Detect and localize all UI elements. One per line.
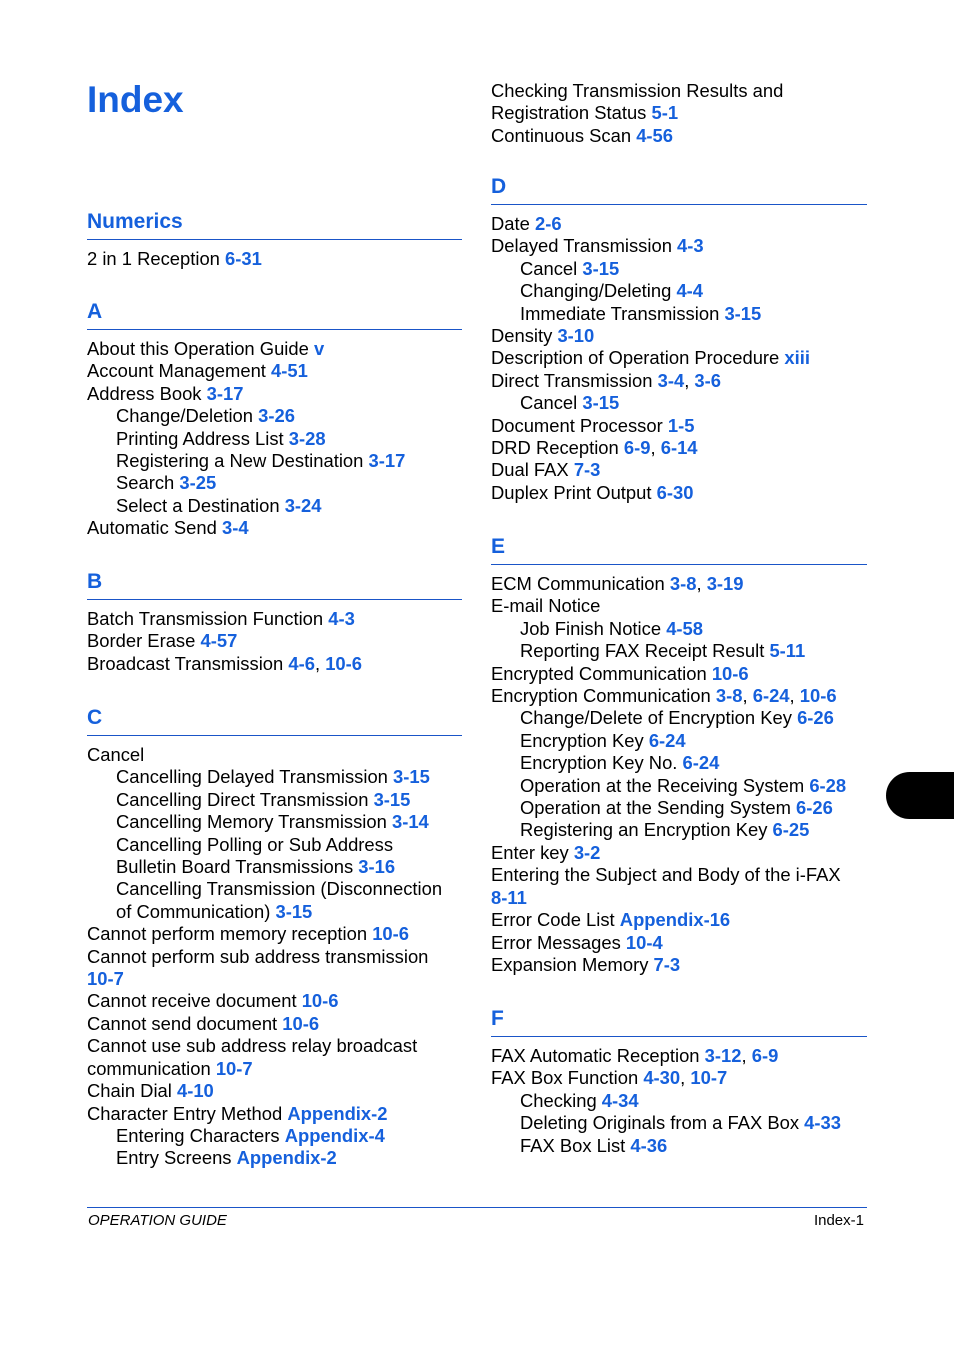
page-reference-link[interactable]: 3-2 bbox=[573, 841, 601, 863]
entry-term: of Communication) bbox=[116, 900, 271, 922]
index-entry bbox=[87, 1058, 462, 1080]
entry-term: Entering the Subject and Body of the i-FAX bbox=[491, 864, 841, 886]
index-subentry bbox=[87, 1125, 462, 1147]
page-reference-link[interactable]: 6-24 bbox=[752, 685, 790, 707]
index-entry bbox=[87, 360, 462, 382]
page-reference-link[interactable]: 3-15 bbox=[724, 302, 762, 324]
page-reference-link[interactable]: Appendix-4 bbox=[284, 1124, 385, 1146]
page-reference-link[interactable]: 3-15 bbox=[582, 257, 620, 279]
page-reference-link[interactable]: Appendix-2 bbox=[236, 1147, 337, 1169]
entry-term: About this Operation Guide bbox=[87, 338, 309, 359]
entry-term: Document Processor bbox=[491, 414, 663, 436]
index-entry bbox=[87, 1035, 462, 1057]
index-subentry bbox=[491, 392, 867, 414]
entry-term: Operation at the Receiving System bbox=[520, 774, 805, 796]
entry-term: Account Management bbox=[87, 360, 266, 382]
index-entry bbox=[87, 1103, 462, 1125]
index-entry: Direct Transmission 3-4, 3-6 bbox=[491, 369, 722, 391]
entry-term: Cancelling Memory Transmission bbox=[116, 811, 387, 833]
page-reference-link[interactable]: 3-17 bbox=[206, 382, 244, 404]
entry-term: Cannot perform sub address transmission bbox=[87, 945, 429, 967]
entry-term: Select a Destination bbox=[116, 494, 280, 516]
entry-term: Cancelling Direct Transmission bbox=[116, 788, 369, 810]
entry-term: Encryption Key No. bbox=[520, 752, 678, 774]
entry-term: Cancel bbox=[520, 257, 578, 279]
entry-term: Registering a New Destination bbox=[116, 450, 364, 472]
page-reference-link[interactable]: xiii bbox=[784, 347, 810, 369]
index-entry bbox=[87, 608, 462, 630]
entry-term: Description of Operation Procedure bbox=[491, 347, 780, 369]
entry-term: Cancelling Delayed Transmission bbox=[116, 766, 388, 788]
section-heading: B bbox=[87, 570, 103, 593]
section-rule bbox=[491, 1036, 867, 1037]
index-entry bbox=[491, 325, 867, 347]
page-reference-link[interactable]: 4-33 bbox=[804, 1112, 841, 1134]
entry-list bbox=[491, 573, 867, 976]
section-heading: A bbox=[87, 300, 103, 323]
index-entry bbox=[491, 102, 867, 124]
page-reference-link[interactable]: 3-25 bbox=[179, 472, 217, 494]
index-subentry bbox=[87, 405, 462, 427]
index-subentry bbox=[87, 789, 462, 811]
page-reference-link[interactable]: 3-17 bbox=[368, 450, 406, 472]
section-rule bbox=[491, 564, 867, 565]
index-subentry bbox=[87, 856, 462, 878]
entry-term: Cannot use sub address relay broadcast bbox=[87, 1035, 418, 1057]
entry-term: Cancel bbox=[87, 744, 145, 765]
page-reference-link[interactable]: 6-9 bbox=[623, 437, 651, 459]
index-subentry bbox=[491, 1090, 867, 1112]
section-heading: C bbox=[87, 706, 103, 729]
index-entry bbox=[491, 932, 867, 954]
page-reference-link[interactable]: Appendix-16 bbox=[619, 909, 731, 931]
footer-rule bbox=[87, 1207, 867, 1208]
index-entry bbox=[491, 415, 867, 437]
index-subentry bbox=[491, 819, 867, 841]
entry-list bbox=[491, 1045, 867, 1157]
page-reference-link[interactable]: 4-56 bbox=[636, 124, 674, 146]
page-reference-link[interactable]: 10-6 bbox=[711, 662, 749, 684]
chapter-tab-marker bbox=[886, 772, 954, 819]
page-reference-link[interactable]: Appendix-2 bbox=[287, 1102, 388, 1124]
page-reference-link[interactable]: 4-3 bbox=[328, 608, 355, 629]
page-reference-link[interactable]: 4-30 bbox=[643, 1067, 681, 1089]
page-reference-link[interactable]: 4-34 bbox=[601, 1089, 639, 1111]
index-entry bbox=[491, 663, 867, 685]
entry-term: Expansion Memory bbox=[491, 953, 649, 975]
page-reference-link[interactable]: 3-14 bbox=[391, 811, 429, 833]
index-subentry bbox=[491, 640, 867, 662]
page-reference-link[interactable]: 3-4 bbox=[221, 517, 249, 539]
index-entry bbox=[87, 946, 462, 968]
index-entry bbox=[491, 459, 867, 481]
page-reference-link[interactable]: 6-31 bbox=[225, 248, 262, 269]
entry-list bbox=[491, 80, 867, 147]
index-subentry bbox=[87, 450, 462, 472]
index-subentry bbox=[491, 775, 867, 797]
index-entry bbox=[87, 1013, 462, 1035]
index-entry bbox=[491, 482, 867, 504]
index-entry bbox=[87, 338, 462, 360]
entry-term: 2 in 1 Reception bbox=[87, 248, 220, 269]
index-entry: Encryption Communication 3-8, 6-24, 10-6 bbox=[491, 685, 837, 707]
page-reference-link[interactable]: 3-15 bbox=[373, 788, 411, 810]
entry-term: Error Messages bbox=[491, 931, 621, 953]
page-reference-link[interactable]: 3-15 bbox=[275, 900, 313, 922]
page-reference-link[interactable]: 10-6 bbox=[325, 652, 363, 674]
index-entry bbox=[491, 864, 867, 886]
entry-term: FAX Automatic Reception bbox=[491, 1045, 700, 1066]
page-reference-link[interactable]: 3-28 bbox=[288, 427, 326, 449]
page-reference-link[interactable]: 1-5 bbox=[667, 414, 695, 436]
footer-page-number: Index-1 bbox=[813, 1212, 864, 1229]
footer-guide-name: OPERATION GUIDE bbox=[88, 1212, 227, 1229]
index-entry bbox=[491, 842, 867, 864]
page-reference-link[interactable]: 6-25 bbox=[772, 819, 810, 841]
index-entry: FAX Automatic Reception 3-12, 6-9 bbox=[491, 1045, 779, 1066]
index-subentry bbox=[87, 766, 462, 788]
entry-term: Registering an Encryption Key bbox=[520, 819, 768, 841]
index-section bbox=[87, 209, 462, 270]
index-entry bbox=[491, 235, 867, 257]
page-reference-link[interactable]: 3-15 bbox=[393, 766, 430, 788]
page-reference-link[interactable]: 4-36 bbox=[630, 1134, 668, 1156]
index-subentry bbox=[87, 901, 462, 923]
page-reference-link[interactable]: 4-3 bbox=[677, 235, 704, 257]
page-reference-link[interactable]: 6-28 bbox=[809, 774, 847, 796]
index-entry bbox=[87, 923, 462, 945]
entry-term: Cannot send document bbox=[87, 1012, 278, 1034]
index-section bbox=[87, 299, 462, 540]
section-heading: F bbox=[491, 1007, 504, 1030]
index-entry bbox=[491, 213, 867, 235]
index-entry bbox=[87, 248, 462, 270]
page-reference-link[interactable]: 8-11 bbox=[491, 886, 527, 908]
page-reference-link[interactable]: 6-30 bbox=[656, 481, 694, 503]
index-entry: DRD Reception 6-9, 6-14 bbox=[491, 437, 698, 459]
page-reference-link[interactable]: 5-11 bbox=[769, 640, 806, 662]
entry-term: Entry Screens bbox=[116, 1147, 232, 1169]
entry-term: Continuous Scan bbox=[491, 124, 632, 146]
page-reference-link[interactable]: 4-10 bbox=[176, 1080, 214, 1102]
entry-term: Broadcast Transmission bbox=[87, 652, 284, 674]
entry-term: Delayed Transmission bbox=[491, 235, 672, 257]
section-rule bbox=[87, 599, 462, 600]
page-reference-link[interactable]: 4-58 bbox=[666, 617, 703, 639]
index-subentry bbox=[491, 730, 867, 752]
section-heading: D bbox=[491, 175, 507, 198]
entry-term: Date bbox=[491, 213, 530, 234]
index-subentry bbox=[491, 1135, 867, 1157]
index-entry: FAX Box Function 4-30, 10-7 bbox=[491, 1067, 728, 1089]
entry-term: Batch Transmission Function bbox=[87, 608, 324, 629]
entry-list bbox=[491, 213, 867, 504]
entry-term: Registration Status bbox=[491, 102, 647, 124]
entry-term: Cannot receive document bbox=[87, 990, 297, 1012]
page-reference-link[interactable]: 3-4 bbox=[657, 369, 685, 391]
entry-term: Entering Characters bbox=[116, 1124, 280, 1146]
entry-list bbox=[87, 744, 462, 1170]
entry-list bbox=[87, 248, 462, 270]
index-entry bbox=[491, 887, 867, 909]
index-subentry bbox=[491, 280, 867, 302]
page-reference-link[interactable]: 10-6 bbox=[282, 1012, 320, 1034]
index-entry bbox=[87, 968, 462, 990]
entry-term: Checking Transmission Results and bbox=[491, 80, 784, 101]
page-reference-link[interactable]: 4-57 bbox=[200, 630, 238, 652]
index-subentry bbox=[491, 752, 867, 774]
index-subentry bbox=[87, 428, 462, 450]
page-reference-link[interactable]: 6-26 bbox=[797, 707, 834, 729]
page-reference-link[interactable]: 4-4 bbox=[676, 280, 704, 302]
index-section bbox=[491, 174, 867, 504]
entry-term: Changing/Deleting bbox=[520, 280, 672, 302]
index-section bbox=[87, 569, 462, 675]
page-reference-link[interactable]: 10-7 bbox=[215, 1057, 253, 1079]
entry-term: Enter key bbox=[491, 841, 569, 863]
index-entry bbox=[491, 954, 867, 976]
index-subentry bbox=[87, 472, 462, 494]
entry-term: Error Code List bbox=[491, 909, 615, 931]
entry-term: E-mail Notice bbox=[491, 595, 601, 617]
entry-term: Encryption Communication bbox=[491, 685, 711, 707]
entry-list bbox=[87, 338, 462, 540]
page-reference-link[interactable]: 4-6 bbox=[288, 652, 315, 674]
index-subentry bbox=[87, 811, 462, 833]
page-reference-link[interactable]: 3-6 bbox=[694, 369, 722, 391]
section-rule bbox=[87, 329, 462, 330]
section-rule bbox=[87, 239, 462, 240]
index-section bbox=[491, 1006, 867, 1157]
entry-term: Encryption Key bbox=[520, 729, 644, 751]
page-reference-link[interactable]: 6-14 bbox=[660, 437, 698, 459]
index-subentry bbox=[491, 618, 867, 640]
index-entry bbox=[491, 125, 867, 147]
page-reference-link[interactable]: 10-6 bbox=[799, 685, 837, 707]
page-reference-link[interactable]: 6-24 bbox=[682, 752, 720, 774]
entry-term: Chain Dial bbox=[87, 1080, 172, 1102]
page-reference-link[interactable]: 6-9 bbox=[751, 1045, 779, 1066]
page-reference-link[interactable]: 6-24 bbox=[648, 729, 686, 751]
page-reference-link[interactable]: 7-3 bbox=[573, 459, 601, 481]
index-entry bbox=[87, 383, 462, 405]
entry-term: Automatic Send bbox=[87, 517, 217, 539]
section-rule bbox=[87, 735, 462, 736]
page-reference-link[interactable]: 3-8 bbox=[669, 573, 697, 594]
entry-term: FAX Box List bbox=[520, 1134, 626, 1156]
page-reference-link[interactable]: 4-51 bbox=[271, 360, 308, 382]
entry-term: Reporting FAX Receipt Result bbox=[520, 640, 765, 662]
page-reference-link[interactable]: 5-1 bbox=[651, 102, 679, 124]
page-reference-link[interactable]: 7-3 bbox=[653, 953, 681, 975]
entry-term: Border Erase bbox=[87, 630, 196, 652]
index-entry bbox=[87, 517, 462, 539]
entry-term: Dual FAX bbox=[491, 459, 569, 481]
index-entry bbox=[491, 80, 867, 102]
page-reference-link[interactable]: 3-19 bbox=[706, 573, 744, 594]
page-reference-link[interactable]: 6-26 bbox=[796, 797, 833, 819]
entry-term: Duplex Print Output bbox=[491, 481, 652, 503]
entry-term: Change/Delete of Encryption Key bbox=[520, 707, 792, 729]
page-reference-link[interactable]: 3-12 bbox=[704, 1045, 742, 1066]
entry-term: Printing Address List bbox=[116, 427, 284, 449]
index-section bbox=[491, 534, 867, 976]
entry-term: Direct Transmission bbox=[491, 369, 653, 391]
entry-term: Cancelling Transmission (Disconnection bbox=[116, 878, 443, 900]
page-reference-link[interactable]: v bbox=[313, 338, 325, 359]
entry-term: Encrypted Communication bbox=[491, 662, 707, 684]
index-section bbox=[491, 80, 867, 147]
page-reference-link[interactable]: 3-16 bbox=[358, 856, 396, 878]
page-reference-link[interactable]: 10-6 bbox=[372, 923, 409, 945]
page-reference-link[interactable]: 10-4 bbox=[625, 931, 663, 953]
index-subentry bbox=[87, 1147, 462, 1169]
index-subentry bbox=[87, 495, 462, 517]
index-entry bbox=[87, 990, 462, 1012]
index-entry bbox=[87, 1080, 462, 1102]
index-subentry bbox=[87, 834, 462, 856]
entry-term: FAX Box Function bbox=[491, 1067, 639, 1089]
entry-term: Search bbox=[116, 472, 175, 494]
page-reference-link[interactable]: 2-6 bbox=[534, 213, 562, 234]
entry-term: Job Finish Notice bbox=[520, 617, 662, 639]
index-entry bbox=[87, 630, 462, 652]
index-subentry bbox=[491, 258, 867, 280]
entry-term: Character Entry Method bbox=[87, 1102, 283, 1124]
entry-term: Bulletin Board Transmissions bbox=[116, 856, 354, 878]
index-entry bbox=[491, 347, 867, 369]
index-subentry bbox=[491, 797, 867, 819]
entry-term: Density bbox=[491, 325, 553, 347]
entry-term: communication bbox=[87, 1057, 211, 1079]
index-subentry bbox=[491, 707, 867, 729]
index-entry bbox=[491, 909, 867, 931]
entry-term: Operation at the Sending System bbox=[520, 797, 791, 819]
entry-term: DRD Reception bbox=[491, 437, 619, 459]
page-reference-link[interactable]: 10-7 bbox=[87, 968, 124, 990]
index-entry bbox=[491, 595, 867, 617]
page-reference-link[interactable]: 3-24 bbox=[284, 494, 322, 516]
page-reference-link[interactable]: 3-15 bbox=[582, 392, 620, 414]
entry-term: Address Book bbox=[87, 382, 202, 404]
index-entry: Broadcast Transmission 4-6, 10-6 bbox=[87, 652, 363, 674]
entry-list bbox=[87, 608, 462, 675]
entry-term: Cancelling Polling or Sub Address bbox=[116, 833, 394, 855]
index-entry bbox=[87, 744, 462, 766]
page-title: Index bbox=[87, 79, 184, 120]
entry-term: Checking bbox=[520, 1089, 597, 1111]
page-reference-link[interactable]: 10-7 bbox=[690, 1067, 728, 1089]
section-heading: Numerics bbox=[87, 210, 183, 233]
entry-term: Cancel bbox=[520, 392, 578, 414]
page-reference-link[interactable]: 3-10 bbox=[557, 325, 595, 347]
page-reference-link[interactable]: 3-8 bbox=[715, 685, 743, 707]
entry-term: Change/Deletion bbox=[116, 405, 254, 427]
index-subentry bbox=[87, 878, 462, 900]
entry-term: ECM Communication bbox=[491, 573, 665, 594]
page-reference-link[interactable]: 10-6 bbox=[301, 990, 339, 1012]
index-section bbox=[87, 705, 462, 1170]
section-rule bbox=[491, 204, 867, 205]
entry-term: Immediate Transmission bbox=[520, 302, 720, 324]
index-subentry bbox=[491, 303, 867, 325]
entry-term: Cannot perform memory reception bbox=[87, 923, 368, 945]
index-entry: ECM Communication 3-8, 3-19 bbox=[491, 573, 744, 594]
page-reference-link[interactable]: 3-26 bbox=[258, 405, 295, 427]
entry-term: Deleting Originals from a FAX Box bbox=[520, 1112, 800, 1134]
index-subentry bbox=[491, 1112, 867, 1134]
section-heading: E bbox=[491, 535, 506, 558]
